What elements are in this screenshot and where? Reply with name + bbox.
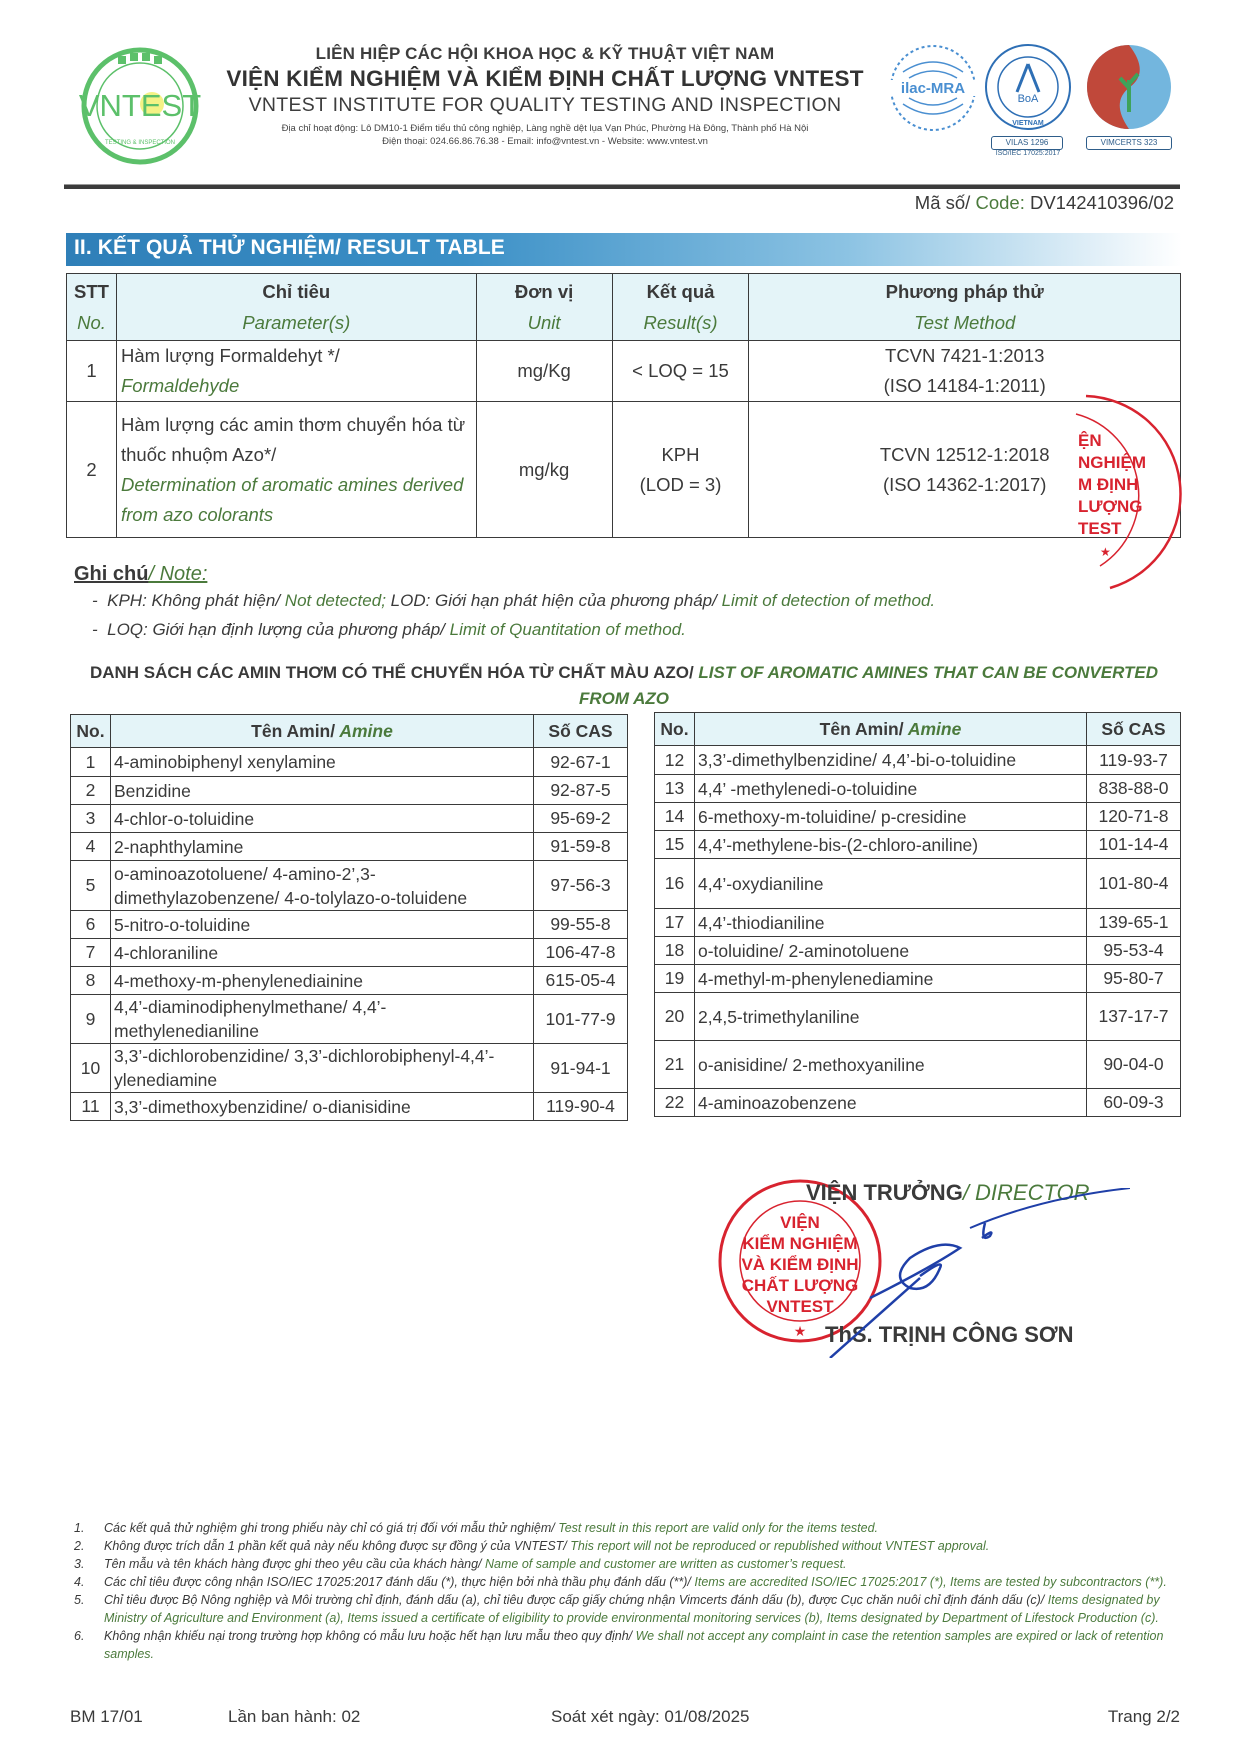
svg-text:TESTING & INSPECTION: TESTING & INSPECTION [104, 140, 176, 146]
amine-list-title: DANH SÁCH CÁC AMIN THƠM CÓ THỂ CHUYỂN HÓA TỪ CHẤT MÀU AZO/ LIST OF AROMATIC AMINES THAT CAN BE CONVERTED FROM AZO [89, 663, 1159, 708]
row-cas: 95-69-2 [534, 805, 628, 833]
table-row [655, 937, 1181, 965]
table-row [655, 909, 1181, 937]
table-row [71, 748, 628, 777]
table-row [71, 805, 628, 833]
code-label-vi: Mã số/ [914, 192, 971, 213]
table-row [71, 967, 628, 995]
table-row [71, 939, 628, 967]
row-amine-name: 3,3’-dimethylbenzidine/ 4,4’-bi-o-toluidine [695, 746, 1087, 775]
row-cas: 101-14-4 [1087, 831, 1181, 859]
row-cas: 119-93-7 [1087, 746, 1181, 775]
director-name: ThS. TRỊNH CÔNG SƠN [825, 1322, 1074, 1347]
vimcerts-badge-icon [1080, 42, 1178, 154]
amine-table-right [654, 712, 1181, 1117]
table-row [71, 911, 628, 939]
col-header-cas: Số CAS [1087, 713, 1181, 746]
row-cas: 95-80-7 [1087, 965, 1181, 993]
row-result: < LOQ = 15 [612, 341, 749, 402]
row-no: 7 [71, 939, 111, 967]
col-header-cas: Số CAS [534, 715, 628, 748]
param-en: Formaldehyde [120, 375, 240, 396]
footnote: 4. Các chỉ tiêu được công nhận ISO/IEC 17025:2017 đánh dấu (*), thực hiện bởi nhà thầu phụ đánh dấu (**)/ Items are accredited ISO/IEC 17025:2017 (*), Items are tested by subcontractors (**). [74, 1575, 1167, 1589]
row-no: 5 [71, 861, 111, 911]
iso-label: ISO/IEC 17025:2017 [995, 150, 1061, 157]
footnote: 3. Tên mẫu và tên khách hàng được ghi theo yêu cầu của khách hàng/ Name of sample and customer are written as customer’s request. [74, 1557, 847, 1571]
method-line-1: TCVN 7421-1:2013 [885, 345, 1045, 366]
row-parameter [116, 402, 476, 538]
row-no: 9 [71, 995, 111, 1044]
row-cas: 106-47-8 [534, 939, 628, 967]
row-amine-name: Benzidine [111, 777, 534, 805]
institute-name-vi: VIỆN KIỂM NGHIỆM VÀ KIỂM ĐỊNH CHẤT LƯỢNG VNTEST [226, 66, 864, 91]
institute-name-en: VNTEST INSTITUTE FOR QUALITY TESTING AND INSPECTION [248, 94, 842, 116]
federation-name: LIÊN HIỆP CÁC HỘI KHOA HỌC & KỸ THUẬT VIỆT NAM [315, 44, 775, 63]
param-en: Determination of aromatic amines derived from azo colorants [120, 473, 464, 525]
notes [74, 563, 1174, 644]
edition: Lần ban hành: 02 [228, 1707, 361, 1726]
row-result [612, 402, 749, 538]
row-no: 4 [71, 833, 111, 861]
row-amine-name: 2,4,5-trimethylaniline [695, 993, 1087, 1041]
row-unit: mg/kg [476, 402, 612, 538]
row-no: 17 [655, 909, 695, 937]
review-date: Soát xét ngày: 01/08/2025 [551, 1707, 750, 1726]
row-amine-name: 4-methoxy-m-phenylenediainine [111, 967, 534, 995]
row-no: 8 [71, 967, 111, 995]
col-header-amine: Tên Amin/ Amine [695, 713, 1087, 746]
table-row [655, 1041, 1181, 1089]
row-cas: 101-77-9 [534, 995, 628, 1044]
signature-icon [810, 1188, 1130, 1358]
vntest-logo [74, 44, 206, 166]
method-line-2: (ISO 14362-1:2017) [882, 473, 1047, 495]
row-no: 22 [655, 1089, 695, 1117]
col-header-no: STT No. [67, 274, 117, 341]
row-no: 2 [71, 777, 111, 805]
vilas-badge: VILAS 1296 [991, 136, 1063, 150]
report-code [915, 192, 1174, 214]
row-cas: 139-65-1 [1087, 909, 1181, 937]
partial-stamp-text: ỆN NGHIỆM M ĐỊNH LƯỢNG TEST [1078, 431, 1146, 538]
col-header-parameter: Chỉ tiêu Parameter(s) [116, 274, 476, 341]
row-no: 1 [67, 341, 117, 402]
row-cas: 90-04-0 [1087, 1041, 1181, 1089]
table-row [71, 833, 628, 861]
amine-table-header [71, 715, 628, 748]
method-line-2: (ISO 14184-1:2011) [883, 375, 1046, 396]
row-no: 15 [655, 831, 695, 859]
contact-info: Điện thoại: 024.66.86.76.38 - Email: info@vntest.vn - Website: www.vntest.vn [382, 136, 708, 147]
row-amine-name: 3,3’-dimethoxybenzidine/ o-dianisidine [111, 1093, 534, 1121]
section-header [66, 233, 1182, 266]
result-line-2: (LOD = 3) [639, 473, 722, 495]
row-cas: 119-90-4 [534, 1093, 628, 1121]
row-amine-name: 3,3’-dichlorobenzidine/ 3,3’-dichlorobiphenyl-4,4’- ylenediamine [111, 1044, 534, 1093]
col-header-no: No. [71, 715, 111, 748]
row-no: 16 [655, 859, 695, 909]
svg-text:ilac-MRA: ilac-MRA [900, 80, 966, 97]
code-value: DV142410396/02 [1024, 192, 1174, 213]
col-header-amine: Tên Amin/ Amine [111, 715, 534, 748]
section-title: II. KẾT QUẢ THỬ NGHIỆM/ RESULT TABLE [74, 236, 505, 259]
table-row [67, 402, 1181, 538]
row-cas: 97-56-3 [534, 861, 628, 911]
row-cas: 91-94-1 [534, 1044, 628, 1093]
table-row [655, 831, 1181, 859]
col-header-result: Kết quả Result(s) [612, 274, 749, 341]
form-code: BM 17/01 [70, 1707, 143, 1726]
row-amine-name: 4,4’ -methylenedi-o-toluidine [695, 775, 1087, 803]
row-no: 3 [71, 805, 111, 833]
note-line: - LOQ: Giới hạn định lượng của phương pháp/ Limit of Quantitation of method. [92, 620, 686, 639]
row-cas: 95-53-4 [1087, 937, 1181, 965]
row-no: 6 [71, 911, 111, 939]
row-no: 1 [71, 748, 111, 777]
table-row [71, 1044, 628, 1093]
row-amine-name: 4-aminoazobenzene [695, 1089, 1087, 1117]
result-table [66, 273, 1181, 538]
row-cas: 60-09-3 [1087, 1089, 1181, 1117]
row-amine-name: 4,4’-oxydianiline [695, 859, 1087, 909]
col-header-method: Phương pháp thử Test Method [749, 274, 1181, 341]
svg-text:★: ★ [793, 1323, 807, 1339]
table-row [71, 1093, 628, 1121]
row-cas: 92-87-5 [534, 777, 628, 805]
row-amine-name: 4-chloraniline [111, 939, 534, 967]
row-no: 2 [67, 402, 117, 538]
table-row [655, 803, 1181, 831]
table-row [71, 861, 628, 911]
footnote: 2. Không được trích dẫn 1 phần kết quả này nếu không được sự đồng ý của VNTEST/ This report will not be reproduced or republished without VNTEST approval. [74, 1539, 990, 1553]
table-row [67, 341, 1181, 402]
table-row [71, 777, 628, 805]
row-no: 11 [71, 1093, 111, 1121]
code-label-en: Code: [970, 192, 1025, 213]
param-vi: Hàm lượng Formaldehyt */ [120, 345, 340, 366]
row-amine-name: 5-nitro-o-toluidine [111, 911, 534, 939]
svg-text:★: ★ [1100, 545, 1111, 559]
row-parameter [116, 341, 476, 402]
page-number: Trang 2/2 [1107, 1707, 1180, 1726]
amine-table-left [70, 714, 628, 1121]
row-amine-name: o-toluidine/ 2-aminotoluene [695, 937, 1087, 965]
stamp-text: VIỆN KIỂM NGHIỆM VÀ KIỂM ĐỊNH CHẤT LƯỢNG VNTEST [741, 1213, 859, 1316]
row-no: 12 [655, 746, 695, 775]
svg-text:VIETNAM: VIETNAM [1012, 120, 1044, 127]
row-cas: 99-55-8 [534, 911, 628, 939]
footnote: 6. Không nhận khiếu nại trong trường hợp không có mẫu lưu hoặc hết hạn lưu mẫu theo quy định/ We shall not accept any complaint in case the retention samples are expired or lack of retention samples. [74, 1629, 1164, 1661]
table-row [655, 775, 1181, 803]
row-no: 21 [655, 1041, 695, 1089]
row-amine-name: 4,4’-thiodianiline [695, 909, 1087, 937]
row-amine-name: 4-methyl-m-phenylenediamine [695, 965, 1087, 993]
footnote: 1. Các kết quả thử nghiệm ghi trong phiếu này chỉ có giá trị đối với mẫu thử nghiệm/ Test result in this report are valid only for the items tested. [74, 1521, 879, 1535]
row-cas: 615-05-4 [534, 967, 628, 995]
row-amine-name: o-anisidine/ 2-methoxyaniline [695, 1041, 1087, 1089]
footnotes [74, 1519, 1174, 1663]
footnote: 5. Chỉ tiêu được Bộ Nông nghiệp và Môi trường chỉ định, đánh dấu (a), chỉ tiêu được cấp giấy chứng nhận Vimcerts đánh dấu (b), được Cục chăn nuôi chỉ định đánh dấu (c)/ Items designated by Ministry of Agriculture and Environment (a), Items issued a certificate of eligibility to provide environmental monitoring services (b), Items designated by Department of Lifestock Production (c). [74, 1593, 1160, 1625]
row-no: 13 [655, 775, 695, 803]
row-amine-name: 4,4’-diaminodiphenylmethane/ 4,4’-methylenedianiline [111, 995, 534, 1044]
col-header-unit: Đơn vị Unit [476, 274, 612, 341]
notes-title: Ghi chú/ Note: [74, 563, 208, 585]
row-no: 19 [655, 965, 695, 993]
note-line: - KPH: Không phát hiện/ Not detected; LOD: Giới hạn phát hiện của phương pháp/ Limit of detection of method. [92, 591, 936, 610]
row-no: 20 [655, 993, 695, 1041]
row-amine-name: 4-chlor-o-toluidine [111, 805, 534, 833]
svg-text:BoA: BoA [1017, 93, 1039, 105]
row-cas: 137-17-7 [1087, 993, 1181, 1041]
amine-table-header [655, 713, 1181, 746]
address: Địa chỉ hoạt động: Lô DM10-1 Điểm tiểu thủ công nghiệp, Làng nghề dệt lụa Vạn Phúc, Phường Hà Đông, Thành phố Hà Nội [281, 123, 809, 134]
row-amine-name: 6-methoxy-m-toluidine/ p-cresidine [695, 803, 1087, 831]
table-row [655, 746, 1181, 775]
vimcerts-code: VIMCERTS 323 [1086, 136, 1172, 150]
col-header-no: No. [655, 713, 695, 746]
row-amine-name: 4-aminobiphenyl xenylamine [111, 748, 534, 777]
table-row [655, 993, 1181, 1041]
row-no: 10 [71, 1044, 111, 1093]
row-cas: 120-71-8 [1087, 803, 1181, 831]
svg-text:VNTEST: VNTEST [78, 88, 202, 123]
header-divider [64, 184, 1180, 189]
row-cas: 838-88-0 [1087, 775, 1181, 803]
table-row [655, 859, 1181, 909]
row-cas: 91-59-8 [534, 833, 628, 861]
table-row [655, 965, 1181, 993]
result-table-header [67, 274, 1181, 341]
boa-accreditation-badge-icon [983, 42, 1073, 157]
row-amine-name: 4,4’-methylene-bis-(2-chloro-aniline) [695, 831, 1087, 859]
institute-header [205, 44, 885, 147]
row-cas: 101-80-4 [1087, 859, 1181, 909]
row-amine-name: 2-naphthylamine [111, 833, 534, 861]
row-cas: 92-67-1 [534, 748, 628, 777]
director-title: VIỆN TRƯỞNG/ DIRECTOR [806, 1180, 1090, 1205]
method-line-1: TCVN 12512-1:2018 [879, 443, 1050, 465]
table-row [655, 1089, 1181, 1117]
result-line-1: KPH [661, 443, 700, 465]
row-amine-name: o-aminoazotoluene/ 4-amino-2’,3-dimethylazobenzene/ 4-o-tolylazo-o-toluidene [111, 861, 534, 911]
row-no: 14 [655, 803, 695, 831]
table-row [71, 995, 628, 1044]
row-no: 18 [655, 937, 695, 965]
param-vi: Hàm lượng các amin thơm chuyển hóa từ thuốc nhuộm Azo*/ [120, 413, 466, 465]
ilac-mra-badge-icon [887, 42, 979, 134]
row-unit: mg/Kg [476, 341, 612, 402]
